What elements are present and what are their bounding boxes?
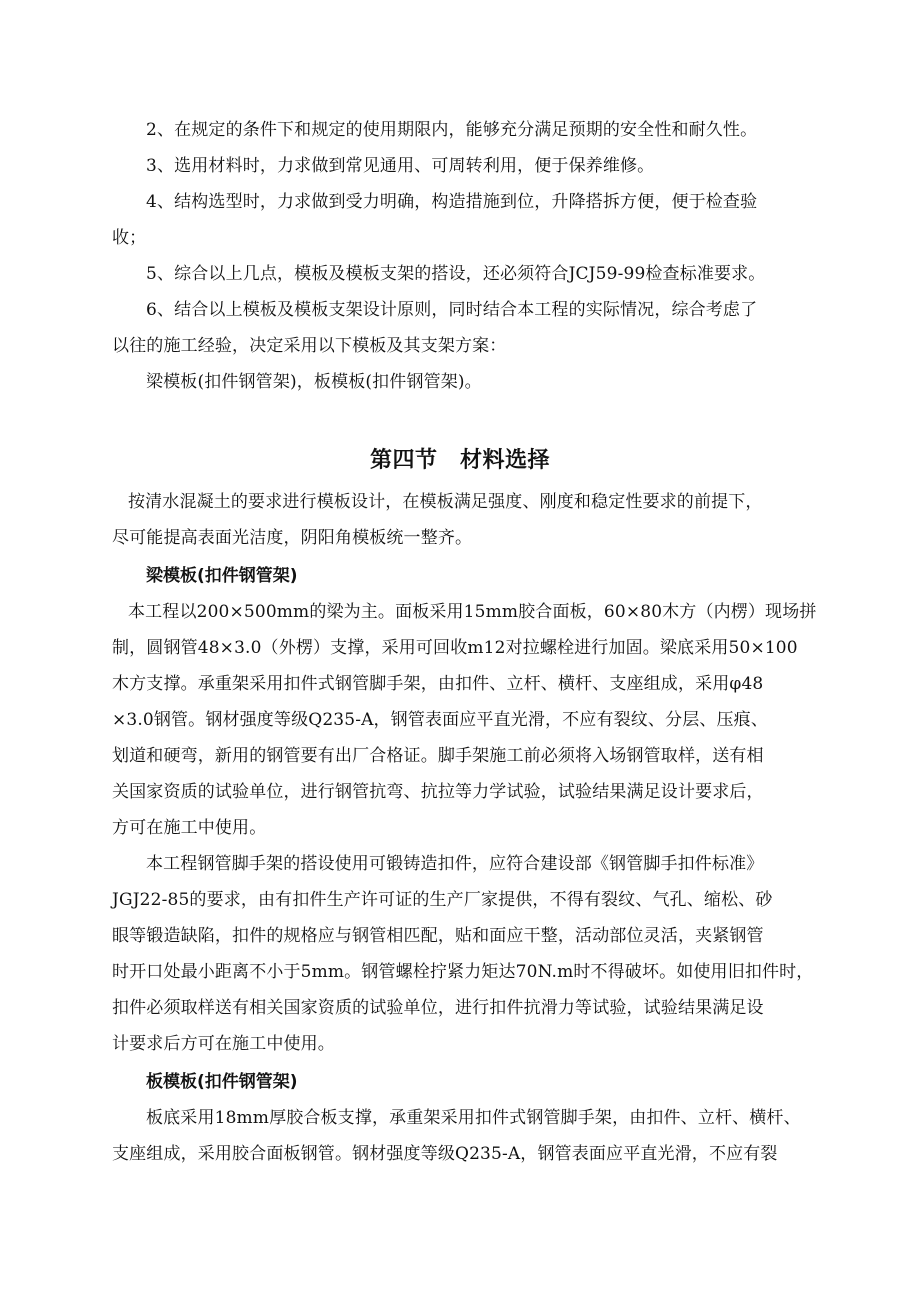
beam-para1-line-6: 关国家资质的试验单位，进行钢管抗弯、抗拉等力学试验，试验结果满足设计要求后， (112, 782, 764, 802)
formwork-scheme: 梁模板(扣件钢管架)，板模板(扣件钢管架)。 (146, 372, 482, 392)
beam-para1-line-1: 本工程以200×500mm的梁为主。面板采用15mm胶合面板，60×80木方（内楞）现场拼 (128, 602, 817, 622)
beam-para1-line-5: 划道和硬弯，新用的钢管要有出厂合格证。脚手架施工前必须将入场钢管取样，送有相 (112, 746, 764, 766)
beam-para2-line-5: 扣件必须取样送有相关国家资质的试验单位，进行扣件抗滑力等试验，试验结果满足设 (112, 998, 764, 1018)
slab-para1-line-2: 支座组成，采用胶合面板钢管。钢材强度等级Q235-A，钢管表面应平直光滑，不应有裂 (112, 1144, 778, 1164)
beam-para2-line-6: 计要求后方可在施工中使用。 (112, 1034, 335, 1054)
beam-para2-line-2: JGJ22-85的要求，由有扣件生产许可证的生产厂家提供，不得有裂纹、气孔、缩松、砂 (112, 890, 773, 910)
principle-item-3: 3、选用材料时，力求做到常见通用、可周转利用，便于保养维修。 (146, 156, 655, 176)
principle-item-5: 5、综合以上几点，模板及模板支架的搭设，还必须符合JCJ59-99检查标准要求。 (146, 264, 766, 284)
section-title: 第四节 材料选择 (369, 448, 550, 473)
beam-para1-line-2: 制，圆钢管48×3.0（外楞）支撑，采用可回收m12对拉螺栓进行加固。梁底采用50×100 (112, 638, 798, 658)
section-intro-line-1: 按清水混凝土的要求进行模板设计，在模板满足强度、刚度和稳定性要求的前提下， (128, 492, 763, 512)
beam-para1-line-3: 木方支撑。承重架采用扣件式钢管脚手架，由扣件、立杆、横杆、支座组成，采用φ48 (112, 674, 764, 694)
principle-item-6-line-1: 6、结合以上模板及模板支架设计原则，同时结合本工程的实际情况，综合考虑了 (146, 300, 758, 320)
beam-para2-line-4: 时开口处最小距离不小于5mm。钢管螺栓拧紧力矩达70N.m时不得破坏。如使用旧扣件时， (112, 962, 814, 982)
section-intro-line-2: 尽可能提高表面光洁度，阴阳角模板统一整齐。 (112, 528, 473, 548)
beam-para2-line-3: 眼等锻造缺陷，扣件的规格应与钢管相匹配，贴和面应干整，活动部位灵活，夹紧钢管 (112, 926, 764, 946)
slab-formwork-heading: 板模板(扣件钢管架) (146, 1072, 298, 1092)
slab-para1-line-1: 板底采用18mm厚胶合板支撑，承重架采用扣件式钢管脚手架，由扣件、立杆、横杆、 (146, 1108, 801, 1128)
beam-formwork-heading: 梁模板(扣件钢管架) (146, 566, 298, 586)
beam-para2-line-1: 本工程钢管脚手架的搭设使用可锻铸造扣件，应符合建设部《钢管脚手扣件标准》 (146, 854, 764, 874)
principle-item-4-line-2: 收； (112, 228, 147, 248)
principle-item-4-line-1: 4、结构选型时，力求做到受力明确，构造措施到位，升降搭拆方便，便于检查验 (146, 192, 758, 212)
principle-item-2: 2、在规定的条件下和规定的使用期限内，能够充分满足预期的安全性和耐久性。 (146, 120, 758, 140)
beam-para1-line-7: 方可在施工中使用。 (112, 818, 267, 838)
beam-para1-line-4: ×3.0钢管。钢材强度等级Q235-A，钢管表面应平直光滑，不应有裂纹、分层、压痕、 (112, 710, 768, 730)
principle-item-6-line-2: 以往的施工经验，决定采用以下模板及其支架方案： (112, 336, 507, 356)
